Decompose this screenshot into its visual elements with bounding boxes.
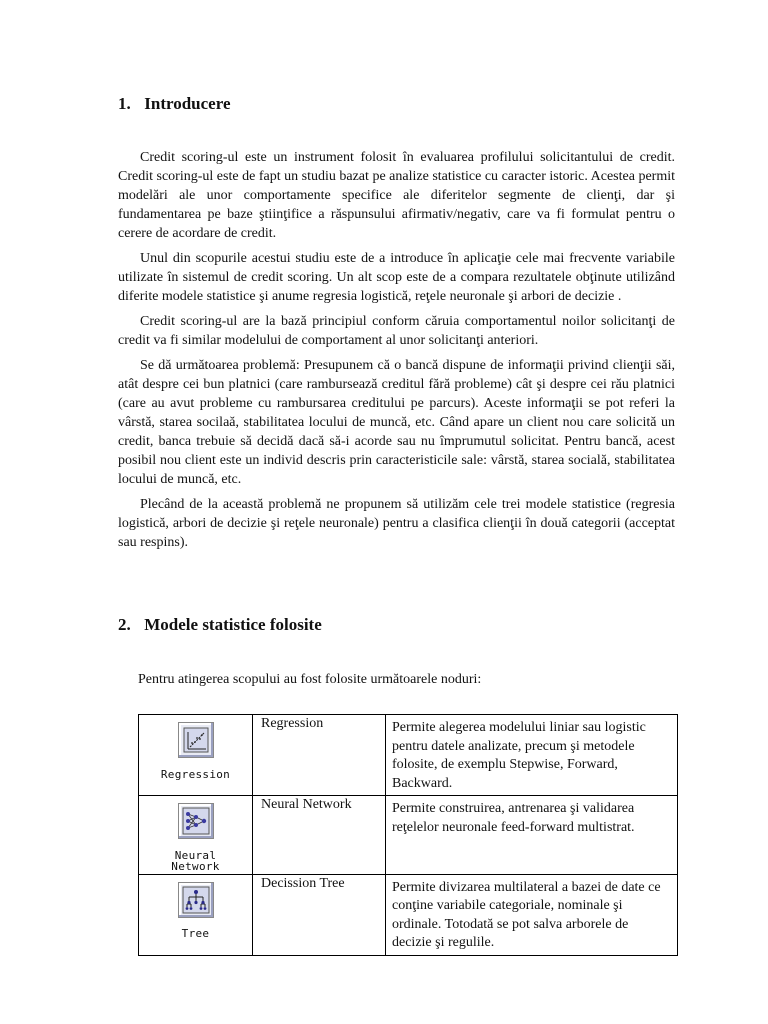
node-description: Permite alegerea modelului liniar sau logistic pentru datele analizate, precum şi metodele folosite, de exemplu Stepwise, Forward, Backward. (386, 715, 678, 796)
nodes-intro-text: Pentru atingerea scopului au fost folosite următoarele noduri: (138, 672, 482, 687)
table-row (139, 874, 678, 955)
node-caption (141, 850, 250, 872)
table-row (139, 796, 678, 875)
node-icon-cell (139, 715, 253, 796)
section-number: 1. (118, 94, 131, 113)
node-caption-line: Network (171, 859, 220, 873)
paragraph: Se dă următoarea problemă: Presupunem că o bancă dispune de informaţii privind clienţii săi, atât despre cei bun platnici (care rambursează creditul fără probleme) cât şi despre cei rău platnici (care au avut probleme cu rambursarea creditului pe parcurs). Aceste informaţii se pot referi la vârstă, starea socilaă, stabilitatea locului de muncă, etc. Când apare un client nou care solicită un credit, banca trebuie să decidă dacă să-i acorde sau nu împrumutul solicitat. Pentru bancă, acest posibil nou client este un individ descris prin caracteristicile sale: vârstă, starea socială, stabilitatea locului de muncă, etc. (118, 358, 675, 487)
section-title: Modele statistice folosite (144, 615, 322, 634)
paragraph: Unul din scopurile acestui studiu este de a introduce în aplicaţie cele mai frecvente variabile utilizate în sistemul de credit scoring. Un alt scop este de a compara rezultatele obţinute utilizând diferite modele statistice şi anume regresia logistică, reţele neuronale şi arbori de decizie . (118, 251, 675, 304)
node-caption (141, 928, 250, 939)
node-icon-cell (139, 874, 253, 955)
nodes-table (138, 714, 678, 956)
node-caption-line: Tree (181, 927, 210, 940)
node-name: Decission Tree (253, 874, 386, 955)
node-description: Permite divizarea multilateral a bazei de date ce conţine variabile categoriale, nominale şi ordinale. Totodată se pot salva arborele de decizie şi regulile. (386, 874, 678, 955)
tree-icon (178, 882, 214, 918)
node-caption-line: Regression (160, 767, 231, 781)
table-row (139, 715, 678, 796)
regression-icon (178, 722, 214, 758)
node-icon-cell (139, 796, 253, 875)
node-caption-line: Neural (174, 848, 217, 862)
neural-network-icon (178, 803, 214, 839)
section-heading-introducere (118, 94, 231, 114)
section-title: Introducere (144, 94, 231, 113)
paragraph: Credit scoring-ul este un instrument folosit în evaluarea profilului solicitantului de credit. Credit scoring-ul este de fapt un studiu bazat pe analize statistice cu caracter istoric. Acestea permit modelări ale unor comportamente specifice ale diferitelor segmente de clienţi, dar şi fundamentarea pe baze ştiinţifice a răspunsului afirmativ/negativ, care va fi formulat pentru o cerere de acordare de credit. (118, 150, 675, 241)
section-body-introducere (118, 148, 675, 558)
node-caption (141, 769, 250, 780)
section-heading-modele (118, 615, 322, 635)
section-number: 2. (118, 615, 131, 634)
paragraph: Plecând de la această problemă ne propunem să utilizăm cele trei modele statistice (regresia logistică, arbori de decizie şi reţele neuronale) pentru a clasifica clienţii în două categorii (acceptat sau respins). (118, 497, 675, 550)
node-name: Neural Network (253, 796, 386, 875)
node-name: Regression (253, 715, 386, 796)
paragraph: Credit scoring-ul are la bază principiul conform căruia comportamentul noilor solicitanţi de credit va fi similar modelului de comportament al unor solicitanţi anteriori. (118, 314, 675, 348)
node-description: Permite construirea, antrenarea şi validarea reţelelor neuronale feed-forward multistrat. (386, 796, 678, 875)
